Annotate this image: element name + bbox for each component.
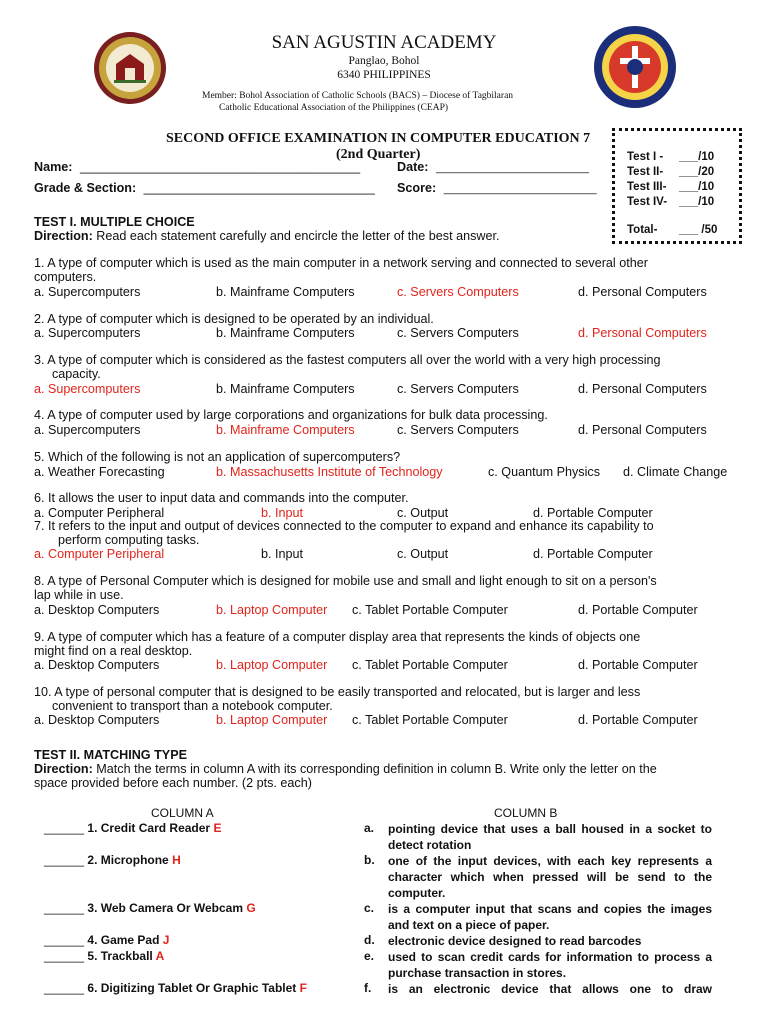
option-c[interactable]: c. Tablet Portable Computer	[352, 713, 508, 727]
option-d[interactable]: d. Personal Computers	[578, 423, 707, 437]
date-row	[397, 160, 589, 174]
definition-text: is a computer input that scans and copies the images and text on a piece of paper.	[388, 902, 712, 932]
school-address-1: Panglao, Bohol	[348, 55, 420, 67]
question-6	[34, 492, 734, 506]
definition-letter: e.	[364, 949, 375, 963]
question-text: 2. A type of computer which is designed to be operated by an individual.	[34, 312, 434, 326]
match-item	[44, 933, 169, 947]
name-field[interactable]: ________________________________________	[80, 160, 361, 174]
option-c[interactable]: c. Tablet Portable Computer	[352, 658, 508, 672]
match-term: 6. Digitizing Tablet Or Graphic Tablet	[87, 981, 297, 995]
option-a[interactable]: a. Supercomputers	[34, 326, 141, 340]
test1-direction	[34, 229, 500, 243]
option-c[interactable]: c. Tablet Portable Computer	[352, 603, 508, 617]
match-term: 4. Game Pad	[87, 933, 160, 947]
option-a[interactable]: a. Desktop Computers	[34, 658, 160, 672]
definition-letter: b.	[364, 853, 375, 867]
definition-text: used to scan credit cards for information to process a purchase transaction in stores.	[388, 950, 712, 980]
option-d[interactable]: d. Personal Computers	[578, 285, 707, 299]
match-item	[44, 901, 256, 915]
grade-label: Grade & Section:	[34, 181, 137, 195]
match-term: 2. Microphone	[87, 853, 169, 867]
option-d[interactable]: d. Portable Computer	[533, 506, 653, 520]
exam-subtitle: (2nd Quarter)	[336, 147, 421, 162]
definition-letter: d.	[364, 933, 375, 947]
score-row-label: Test II-	[627, 166, 664, 178]
name-label: Name:	[34, 160, 73, 174]
question-text: 3. A type of computer which is considered as the fastest computers all over the world with a very high processing	[34, 353, 661, 367]
match-item	[44, 821, 221, 835]
score-row-value: ___/20	[679, 166, 715, 178]
question-10	[34, 686, 734, 713]
definition-text: electronic device designed to read barcodes	[388, 934, 642, 948]
option-a[interactable]: a. Computer Peripheral	[34, 547, 165, 561]
date-field[interactable]: _________________________	[436, 162, 589, 174]
option-d[interactable]: d. Climate Change	[623, 465, 728, 479]
option-b[interactable]: b. Laptop Computer	[216, 658, 328, 672]
match-term: 3. Web Camera Or Webcam	[87, 901, 244, 915]
score-field[interactable]: _________________________	[443, 183, 597, 195]
definition-letter: c.	[364, 901, 375, 915]
answer-blank[interactable]: ______	[44, 901, 85, 915]
question-text: convenient to transport than a notebook computer.	[52, 698, 333, 713]
score-row	[397, 181, 597, 195]
match-answer: A	[155, 949, 165, 963]
match-answer: E	[213, 821, 222, 835]
option-c[interactable]: c. Servers Computers	[397, 423, 519, 437]
column-a-header: COLUMN A	[151, 806, 214, 820]
question-text: 7. It refers to the input and output of devices connected to the computer to expand and enhance its capability to	[34, 519, 654, 533]
option-b[interactable]: b. Mainframe Computers	[216, 382, 355, 396]
question-8	[34, 575, 734, 602]
date-label: Date:	[397, 160, 429, 174]
option-d[interactable]: d. Personal Computers	[578, 326, 707, 340]
direction-label: Direction:	[34, 229, 93, 243]
question-1	[34, 257, 734, 284]
question-text: 8. A type of Personal Computer which is designed for mobile use and small and light enough to sit on a person's	[34, 574, 657, 588]
option-b[interactable]: b. Mainframe Computers	[216, 423, 355, 437]
option-d[interactable]: d. Personal Computers	[578, 382, 707, 396]
direction-text: space provided before each number. (2 pts. each)	[34, 776, 312, 790]
answer-blank[interactable]: ______	[44, 981, 85, 995]
question-text: 1. A type of computer which is used as the main computer in a network serving and connected to several other	[34, 256, 648, 270]
membership-line-2: Catholic Educational Association of the Philippines (CEAP)	[219, 103, 449, 113]
option-b[interactable]: b. Laptop Computer	[216, 603, 328, 617]
question-text: perform computing tasks.	[58, 532, 200, 547]
option-a[interactable]: a. Weather Forecasting	[34, 465, 165, 479]
answer-blank[interactable]: ______	[44, 949, 85, 963]
option-a[interactable]: a. Supercomputers	[34, 285, 141, 299]
name-row	[34, 160, 360, 174]
match-term: 5. Trackball	[87, 949, 153, 963]
total-value: ___ /50	[679, 224, 718, 236]
grade-field[interactable]: _________________________________	[143, 181, 375, 195]
grade-row	[34, 181, 375, 195]
answer-blank[interactable]: ______	[44, 853, 85, 867]
direction-text: Match the terms in column A with its corresponding definition in column B. Write only the letter on the	[96, 762, 657, 776]
definition-text: pointing device that uses a ball housed in a socket to detect rotation	[388, 822, 712, 852]
option-a[interactable]: a. Desktop Computers	[34, 603, 160, 617]
school-name: SAN AGUSTIN ACADEMY	[271, 32, 497, 53]
match-item	[44, 981, 307, 995]
option-b[interactable]: b. Massachusetts Institute of Technology	[216, 465, 443, 479]
question-text: might find on a real desktop.	[34, 643, 193, 658]
membership-line-1: Member: Bohol Association of Catholic Schools (BACS) – Diocese of Tagbilaran	[202, 91, 514, 101]
option-a[interactable]: a. Computer Peripheral	[34, 506, 165, 520]
option-c[interactable]: c. Output	[397, 506, 449, 520]
score-box	[612, 128, 742, 244]
option-b[interactable]: b. Input	[261, 506, 304, 520]
direction-text: Read each statement carefully and encircle the letter of the best answer.	[96, 229, 500, 243]
score-row-label: Test I -	[627, 151, 664, 163]
option-a[interactable]: a. Supercomputers	[34, 423, 141, 437]
score-label: Score:	[397, 181, 437, 195]
option-b[interactable]: b. Mainframe Computers	[216, 326, 355, 340]
score-row-label: Test IV-	[627, 196, 668, 208]
definition-letter: a.	[364, 821, 375, 835]
option-b[interactable]: b. Laptop Computer	[216, 713, 328, 727]
definition-text: is an electronic device that allows one to draw	[388, 982, 712, 996]
question-text: lap while in use.	[34, 587, 124, 602]
score-row-value: ___/10	[679, 196, 715, 208]
answer-blank[interactable]: ______	[44, 933, 85, 947]
score-row-value: ___/10	[679, 151, 715, 163]
question-text: 4. A type of computer used by large corporations and organizations for bulk data processing.	[34, 408, 548, 422]
question-text: 9. A type of computer which has a feature of a computer display area that represents the kinds of objects one	[34, 630, 641, 644]
score-row-value: ___/10	[679, 181, 715, 193]
option-d[interactable]: d. Portable Computer	[578, 603, 698, 617]
option-a[interactable]: a. Desktop Computers	[34, 713, 160, 727]
score-row-label: Test III-	[627, 181, 667, 193]
definition-letter: f.	[364, 981, 372, 995]
exam-title: SECOND OFFICE EXAMINATION IN COMPUTER EDUCATION 7	[166, 131, 591, 146]
match-answer: G	[246, 901, 256, 915]
test1-heading: TEST I. MULTIPLE CHOICE	[34, 215, 195, 229]
question-7	[34, 520, 734, 547]
option-c[interactable]: c. Servers Computers	[397, 285, 519, 299]
match-answer: J	[162, 933, 170, 947]
question-4	[34, 409, 734, 423]
option-c[interactable]: c. Quantum Physics	[488, 465, 600, 479]
match-term: 1. Credit Card Reader	[87, 821, 211, 835]
question-text: 6. It allows the user to input data and commands into the computer.	[34, 491, 409, 505]
option-a[interactable]: a. Supercomputers	[34, 382, 141, 396]
answer-blank[interactable]: ______	[44, 821, 85, 835]
option-d[interactable]: d. Portable Computer	[578, 713, 698, 727]
test2-direction	[34, 762, 657, 790]
column-b-header: COLUMN B	[494, 806, 558, 820]
match-answer: F	[299, 981, 307, 995]
direction-label: Direction:	[34, 762, 93, 776]
question-text: 5. Which of the following is not an application of supercomputers?	[34, 450, 401, 464]
option-d[interactable]: d. Portable Computer	[578, 658, 698, 672]
match-item	[44, 853, 181, 867]
question-3	[34, 354, 734, 381]
option-b[interactable]: b. Input	[261, 547, 304, 561]
option-b[interactable]: b. Mainframe Computers	[216, 285, 355, 299]
option-c[interactable]: c. Output	[397, 547, 449, 561]
test2-heading: TEST II. MATCHING TYPE	[34, 748, 187, 762]
question-2	[34, 313, 734, 327]
question-text: 10. A type of personal computer that is designed to be easily transported and relocated, but is larger and less	[34, 685, 641, 699]
question-5	[34, 451, 734, 465]
definition-text: one of the input devices, with each key represents a character which when pressed will be send to the computer.	[388, 854, 712, 900]
total-label: Total-	[627, 224, 658, 236]
option-c[interactable]: c. Servers Computers	[397, 382, 519, 396]
question-text: capacity.	[52, 366, 101, 381]
match-item	[44, 949, 164, 963]
school-address-2: 6340 PHILIPPINES	[337, 69, 431, 81]
match-answer: H	[172, 853, 181, 867]
score-row-1	[627, 151, 663, 163]
option-c[interactable]: c. Servers Computers	[397, 326, 519, 340]
option-d[interactable]: d. Portable Computer	[533, 547, 653, 561]
question-9	[34, 631, 734, 658]
question-text: computers.	[34, 269, 97, 284]
